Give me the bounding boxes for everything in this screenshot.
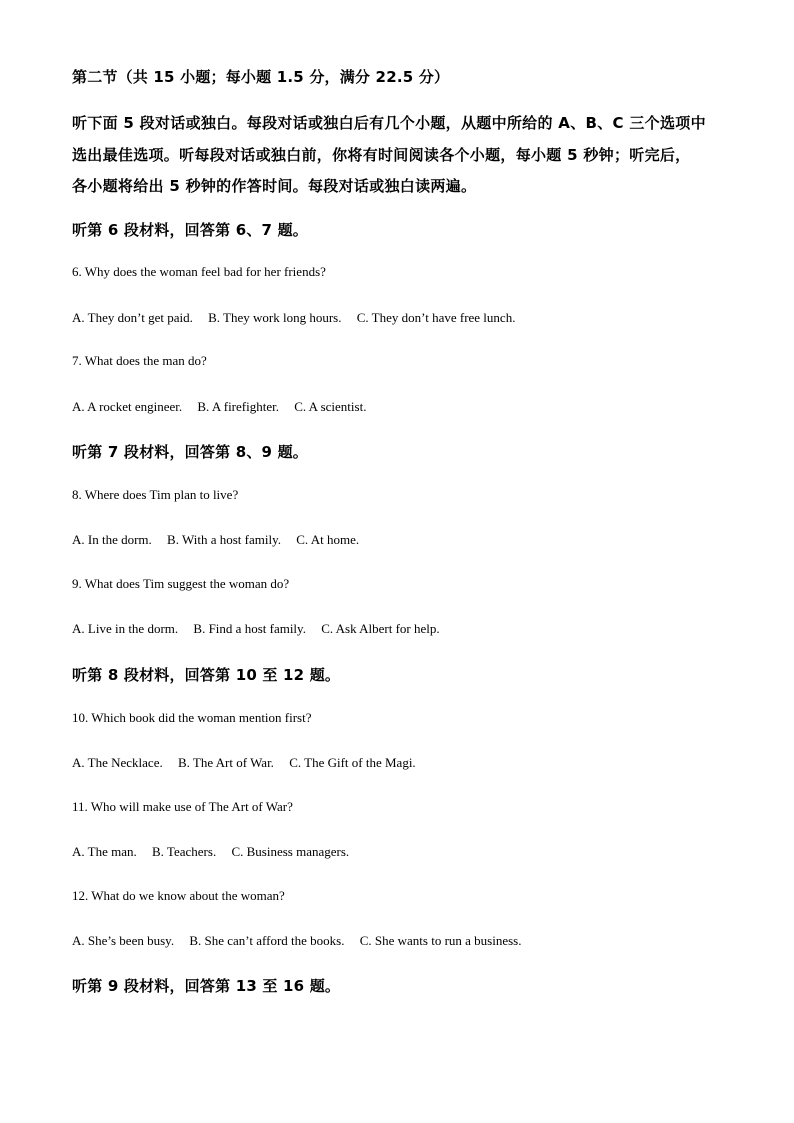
option-b[interactable]: B. Find a host family.: [193, 621, 306, 636]
option-b[interactable]: B. A firefighter.: [197, 399, 279, 414]
option-a[interactable]: A. A rocket engineer.: [72, 399, 183, 414]
instruction-line-2: 选出最佳选项。听每段对话或独白前，你将有时间阅读各个小题，每小题 5 秒钟；听完后，: [72, 146, 691, 164]
option-b[interactable]: B. The Art of War.: [177, 755, 274, 770]
options-row: [72, 310, 515, 326]
option-a[interactable]: A. In the dorm.: [72, 532, 152, 547]
options-row: [72, 755, 416, 771]
option-b[interactable]: B. She can’t afford the books.: [189, 933, 345, 948]
question-text: 12. What do we know about the woman?: [72, 888, 285, 903]
option-c[interactable]: C. Business managers.: [231, 844, 350, 859]
option-b[interactable]: B. With a host family.: [167, 532, 281, 547]
question-text: 7. What does the man do?: [72, 353, 207, 368]
option-c[interactable]: C. At home.: [296, 532, 360, 547]
option-c[interactable]: C. She wants to run a business.: [359, 933, 522, 948]
options-row: [72, 933, 522, 949]
question-text: 11. Who will make use of The Art of War?: [72, 799, 293, 814]
option-c[interactable]: C. They don’t have free lunch.: [356, 310, 516, 325]
instruction-line-1: 听下面 5 段对话或独白。每段对话或独白后有几个小题，从题中所给的 A、B、C 三个选项中: [72, 114, 706, 132]
option-b[interactable]: B. Teachers.: [152, 844, 217, 859]
question-text: 9. What does Tim suggest the woman do?: [72, 576, 290, 591]
option-c[interactable]: C. Ask Albert for help.: [321, 621, 440, 636]
option-a[interactable]: A. The man.: [72, 844, 137, 859]
group-heading: 听第 6 段材料，回答第 6、7 题。: [72, 221, 309, 239]
option-a[interactable]: A. Live in the dorm.: [72, 621, 179, 636]
option-a[interactable]: A. She’s been busy.: [72, 933, 175, 948]
options-row: [72, 399, 366, 415]
question-text: 8. Where does Tim plan to live?: [72, 487, 239, 502]
group-heading: 听第 7 段材料，回答第 8、9 题。: [72, 443, 309, 461]
instruction-line-3: 各小题将给出 5 秒钟的作答时间。每段对话或独白读两遍。: [72, 177, 477, 195]
group-heading: 听第 8 段材料，回答第 10 至 12 题。: [72, 666, 341, 684]
option-a[interactable]: A. They don’t get paid.: [72, 310, 193, 325]
section-title: 第二节（共 15 小题；每小题 1.5 分，满分 22.5 分）: [72, 68, 450, 86]
group-heading: 听第 9 段材料，回答第 13 至 16 题。: [72, 977, 341, 995]
options-row: [72, 621, 440, 637]
question-text: 10. Which book did the woman mention first?: [72, 710, 312, 725]
option-a[interactable]: A. The Necklace.: [72, 755, 163, 770]
option-b[interactable]: B. They work long hours.: [208, 310, 342, 325]
question-text: 6. Why does the woman feel bad for her friends?: [72, 264, 326, 279]
option-c[interactable]: C. The Gift of the Magi.: [289, 755, 416, 770]
options-row: [72, 844, 349, 860]
options-row: [72, 532, 359, 548]
option-c[interactable]: C. A scientist.: [294, 399, 367, 414]
